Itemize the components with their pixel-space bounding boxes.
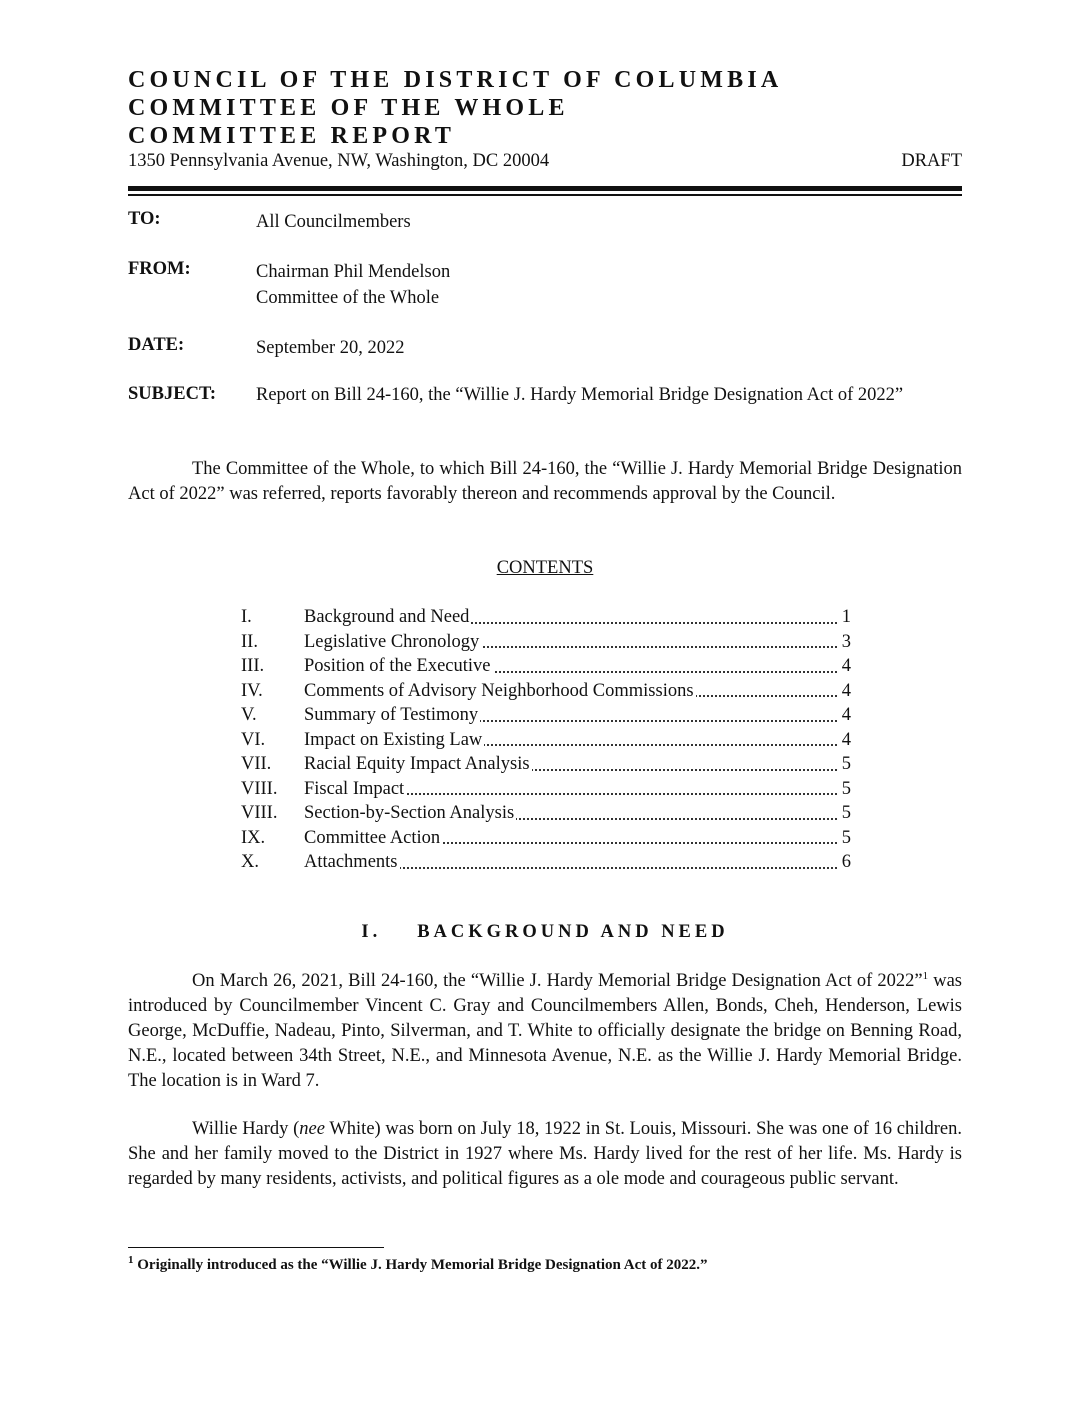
toc-entry (304, 801, 851, 826)
toc-title: Summary of Testimony (304, 705, 479, 725)
section-title: BACKGROUND AND NEED (417, 922, 729, 942)
from-value (256, 259, 962, 311)
toc-number: X. (241, 852, 259, 872)
toc-number: II. (241, 631, 258, 652)
footnote-ref: 1 (922, 969, 929, 982)
section-number: I. (361, 922, 382, 942)
toc-page-number: 1 (842, 605, 851, 630)
council-heading: COUNCIL OF THE DISTRICT OF COLUMBIA (128, 67, 783, 93)
toc-title: Comments of Advisory Neighborhood Commissions (304, 680, 694, 701)
subject-value: Report on Bill 24-160, the “Willie J. Hardy Memorial Bridge Designation Act of 2022” (256, 385, 904, 405)
toc-entry (304, 826, 851, 851)
toc-number: I. (241, 607, 252, 627)
draft-status: DRAFT (901, 151, 962, 171)
toc-page-number: 4 (842, 654, 851, 679)
table-of-contents (241, 605, 851, 875)
para2-text-b: White) was born on July 18, 1922 in St. Louis, Missouri. She was one of 16 children. She and her family moved to the District in 1927 where Ms. Hardy lived for the rest of her life. Ms. Hardy is regarded by many residents, activists, and political figures as a ole mode and courageous public servant. (128, 1119, 962, 1189)
subject-label: SUBJECT: (128, 384, 217, 404)
intro-text: The Committee of the Whole, to which Bill 24-160, the “Willie J. Hardy Memorial Bridge Designation Act of 2022” was referred, reports favorably thereon and recommends approval by the Council. (128, 459, 962, 504)
para1-text-a: On March 26, 2021, Bill 24-160, the “Willie J. Hardy Memorial Bridge Designation Act of 2022” (192, 971, 923, 991)
to-label: TO: (128, 209, 161, 229)
toc-entry (304, 728, 851, 753)
toc-page-number: 5 (842, 801, 851, 826)
toc-number: IX. (241, 827, 266, 848)
toc-title: Fiscal Impact (304, 778, 405, 799)
toc-entry (304, 703, 851, 728)
toc-title: Attachments (304, 852, 398, 872)
toc-page-number: 4 (842, 679, 851, 704)
toc-page-number: 4 (842, 703, 851, 728)
toc-number: VIII. (241, 803, 278, 823)
para1-text-b: was introduced by Councilmember Vincent C. Gray and Councilmembers Allen, Bonds, Cheh, Henderson, Lewis George, McDuffie, Nadeau, Pinto, Silverman, and T. White to officially designate the bridge on Benning Road, N.E., located between 34th Street, N.E., and Minnesota Avenue, N.E. as the Willie J. Hardy Memorial Bridge. The location is in Ward 7. (128, 971, 962, 1091)
toc-title: Legislative Chronology (304, 631, 480, 652)
toc-page-number: 5 (842, 752, 851, 777)
toc-title: Background and Need (304, 607, 470, 627)
toc-number: III. (241, 656, 265, 676)
from-name: Chairman Phil Mendelson (256, 262, 451, 282)
toc-row (241, 679, 851, 704)
footnote-rule (128, 1247, 384, 1248)
toc-page-number: 5 (842, 777, 851, 802)
background-paragraph-1 (128, 969, 962, 1094)
toc-entry (304, 605, 851, 630)
section-heading (128, 922, 962, 943)
toc-row (241, 777, 851, 802)
toc-entry (304, 777, 851, 802)
toc-row (241, 703, 851, 728)
header-rule-thin (128, 194, 962, 196)
contents-title: CONTENTS (496, 558, 594, 578)
toc-row (241, 752, 851, 777)
date-value: September 20, 2022 (256, 338, 405, 358)
para2-text-a: Willie Hardy ( (192, 1119, 300, 1139)
intro-paragraph (128, 457, 962, 507)
footnote-number: 1 (128, 1254, 134, 1266)
footnote-text: Originally introduced as the “Willie J. Hardy Memorial Bridge Designation Act of 2022.” (133, 1257, 708, 1273)
toc-number: VIII. (241, 778, 278, 799)
toc-number: V. (241, 705, 257, 725)
toc-title: Impact on Existing Law (304, 729, 483, 750)
toc-row (241, 654, 851, 679)
toc-row (241, 728, 851, 753)
footnote (128, 1254, 708, 1274)
toc-entry (304, 630, 851, 655)
toc-row (241, 826, 851, 851)
from-label: FROM: (128, 259, 191, 279)
toc-page-number: 6 (842, 850, 851, 875)
toc-page-number: 5 (842, 826, 851, 851)
toc-number: VII. (241, 754, 272, 774)
toc-title: Section-by-Section Analysis (304, 803, 515, 823)
toc-row (241, 801, 851, 826)
header-rule-thick (128, 186, 962, 191)
toc-entry (304, 679, 851, 704)
toc-entry (304, 850, 851, 875)
toc-row (241, 850, 851, 875)
toc-row (241, 630, 851, 655)
toc-page-number: 3 (842, 630, 851, 655)
toc-entry (304, 752, 851, 777)
committee-heading: COMMITTEE OF THE WHOLE (128, 95, 569, 121)
from-committee: Committee of the Whole (256, 288, 440, 308)
toc-entry (304, 654, 851, 679)
toc-number: IV. (241, 680, 263, 701)
para2-italic: nee (299, 1119, 325, 1139)
toc-number: VI. (241, 729, 266, 750)
report-heading: COMMITTEE REPORT (128, 123, 456, 149)
to-value: All Councilmembers (256, 212, 411, 232)
toc-page-number: 4 (842, 728, 851, 753)
date-label: DATE: (128, 335, 185, 355)
background-paragraph-2 (128, 1117, 962, 1192)
toc-title: Position of the Executive (304, 656, 491, 676)
toc-row (241, 605, 851, 630)
toc-title: Racial Equity Impact Analysis (304, 754, 530, 774)
council-address: 1350 Pennsylvania Avenue, NW, Washington, DC 20004 (128, 151, 550, 171)
toc-title: Committee Action (304, 827, 441, 848)
